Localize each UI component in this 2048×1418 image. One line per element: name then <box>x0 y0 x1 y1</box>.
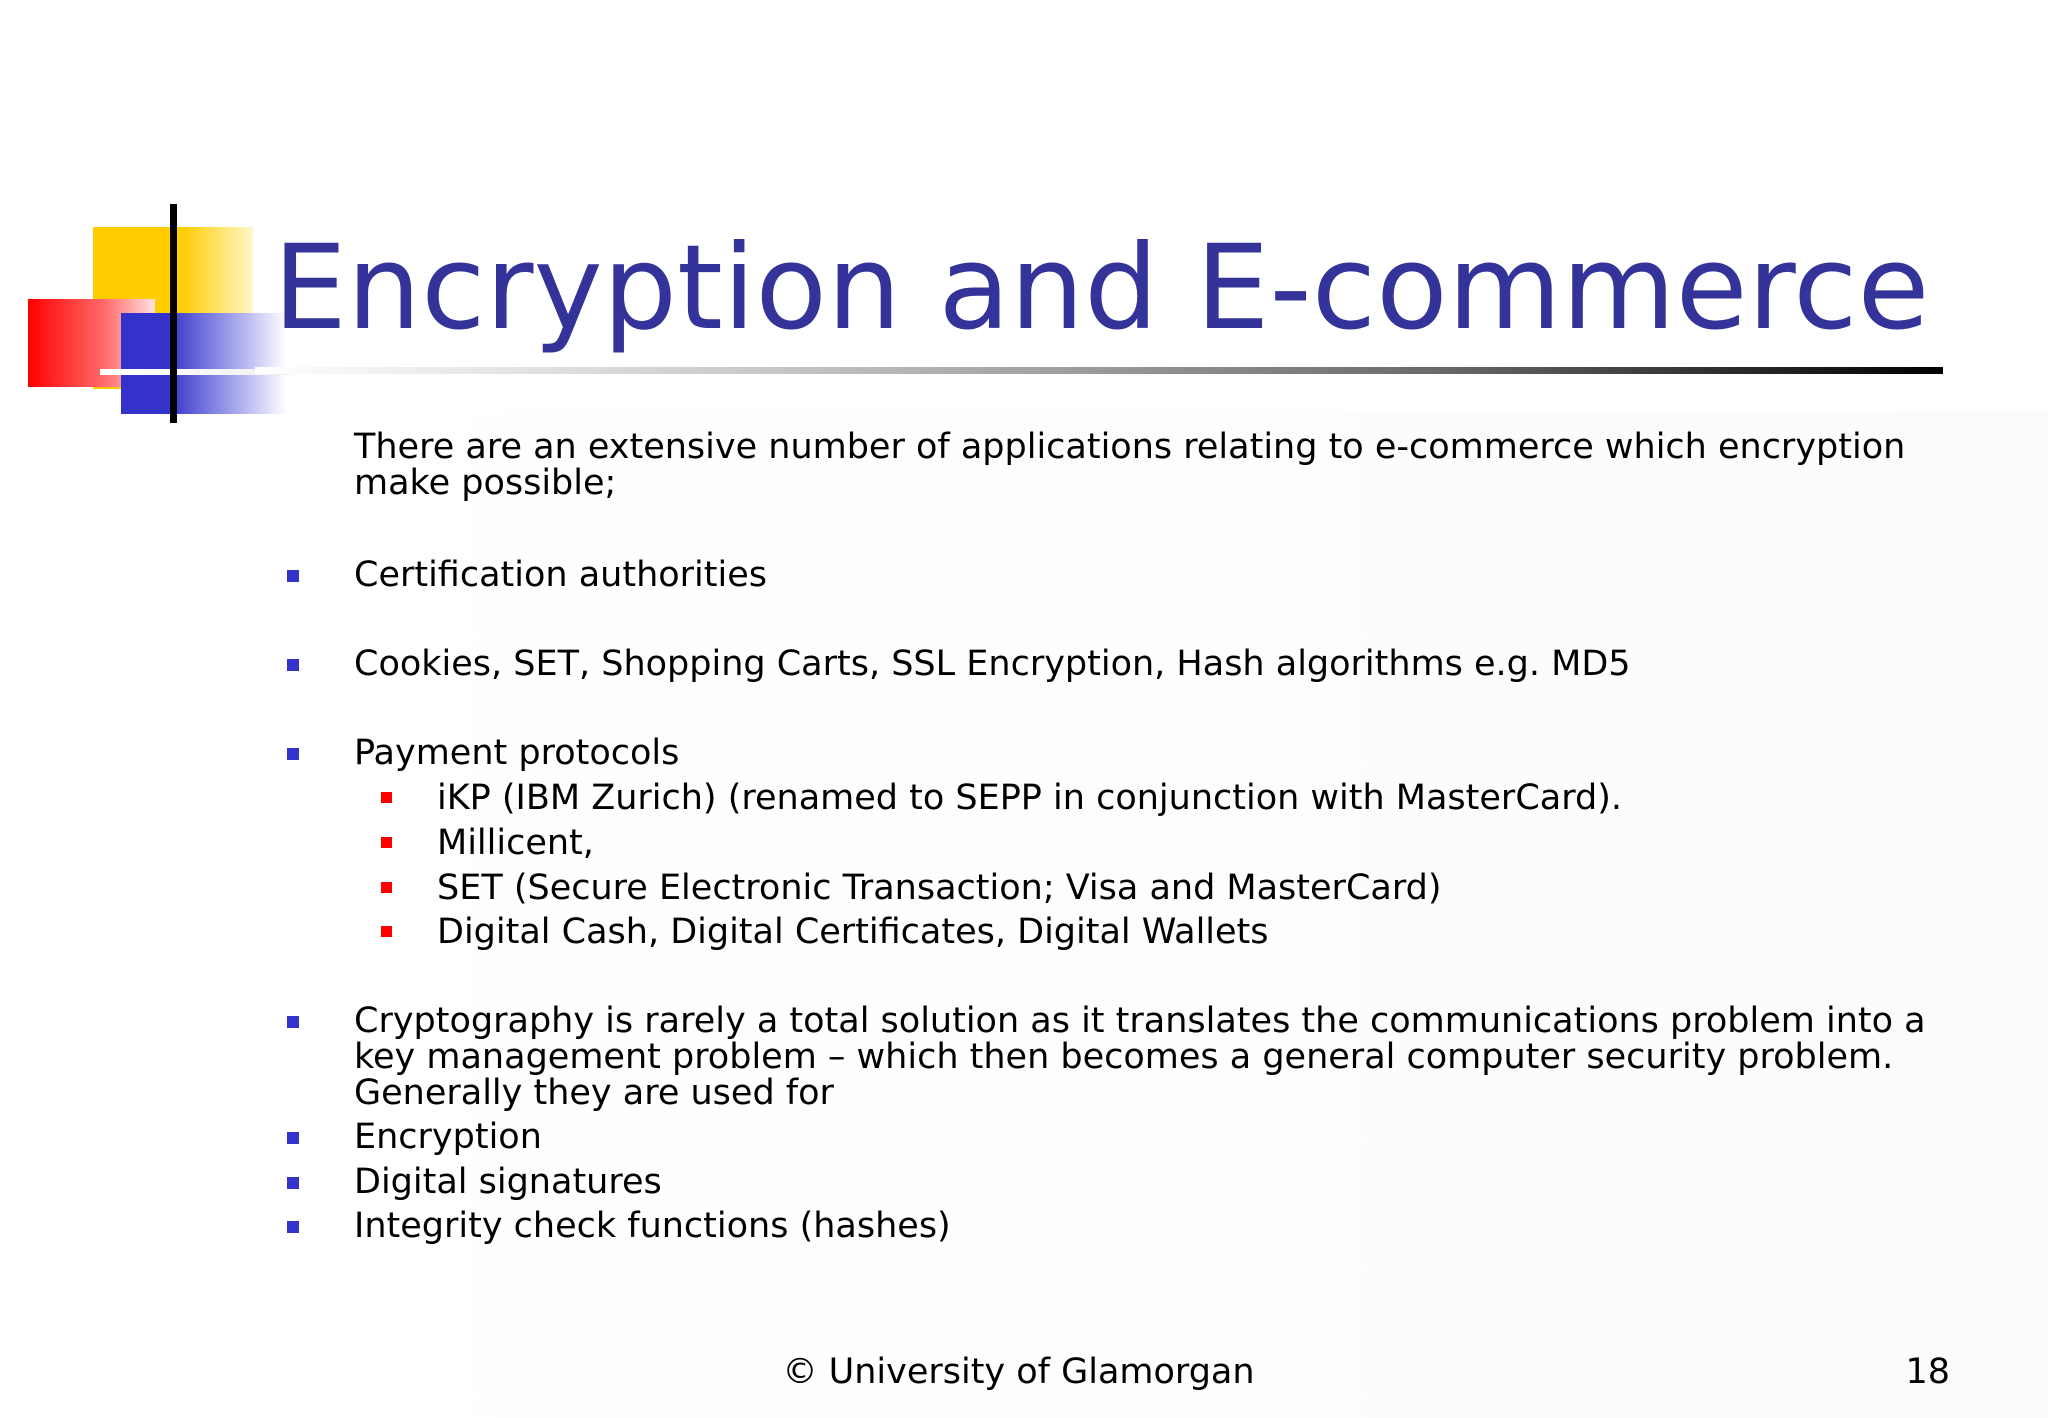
sub-bullet-icon <box>381 837 392 848</box>
slide-title: Encryption and E-commerce <box>273 219 1930 356</box>
bullet-text: Certification authorities <box>354 555 767 595</box>
bullet-text: Cryptography is rarely a total solution as it translates the communications problem into a key management problem – which then becomes a general computer security problem. Generally they are used for <box>354 1001 1926 1113</box>
sub-bullet-text: Digital Cash, Digital Certificates, Digital Wallets <box>437 912 1269 952</box>
bullet-icon <box>287 1132 299 1144</box>
bullet-icon <box>287 1177 299 1189</box>
sub-bullet-text: Millicent, <box>437 823 594 863</box>
bullet-text: Digital signatures <box>354 1162 662 1202</box>
sub-bullet-text: SET (Secure Electronic Transaction; Visa and MasterCard) <box>437 868 1442 908</box>
bullet-text: Payment protocols <box>354 733 680 773</box>
page-number: 18 <box>1905 1352 1950 1392</box>
bullet-text: Cookies, SET, Shopping Carts, SSL Encryption, Hash algorithms e.g. MD5 <box>354 644 1631 684</box>
decor-blue-square <box>121 313 287 414</box>
bullet-icon <box>287 748 299 760</box>
bullet-icon <box>287 570 299 582</box>
sub-bullet-icon <box>381 792 392 803</box>
bullet-icon <box>287 1221 299 1233</box>
sub-bullet-icon <box>381 926 392 937</box>
decor-vertical-line <box>170 204 177 423</box>
footer-copyright: © University of Glamorgan <box>782 1352 1255 1392</box>
sub-bullet-text: iKP (IBM Zurich) (renamed to SEPP in conjunction with MasterCard). <box>437 778 1622 818</box>
intro-paragraph: There are an extensive number of applications relating to e-commerce which encryption make possible; <box>354 427 1906 503</box>
bullet-icon <box>287 1016 299 1028</box>
bullet-text: Encryption <box>354 1117 542 1157</box>
title-underline <box>255 367 1943 374</box>
bullet-text: Integrity check functions (hashes) <box>354 1206 951 1246</box>
sub-bullet-icon <box>381 882 392 893</box>
bullet-icon <box>287 659 299 671</box>
